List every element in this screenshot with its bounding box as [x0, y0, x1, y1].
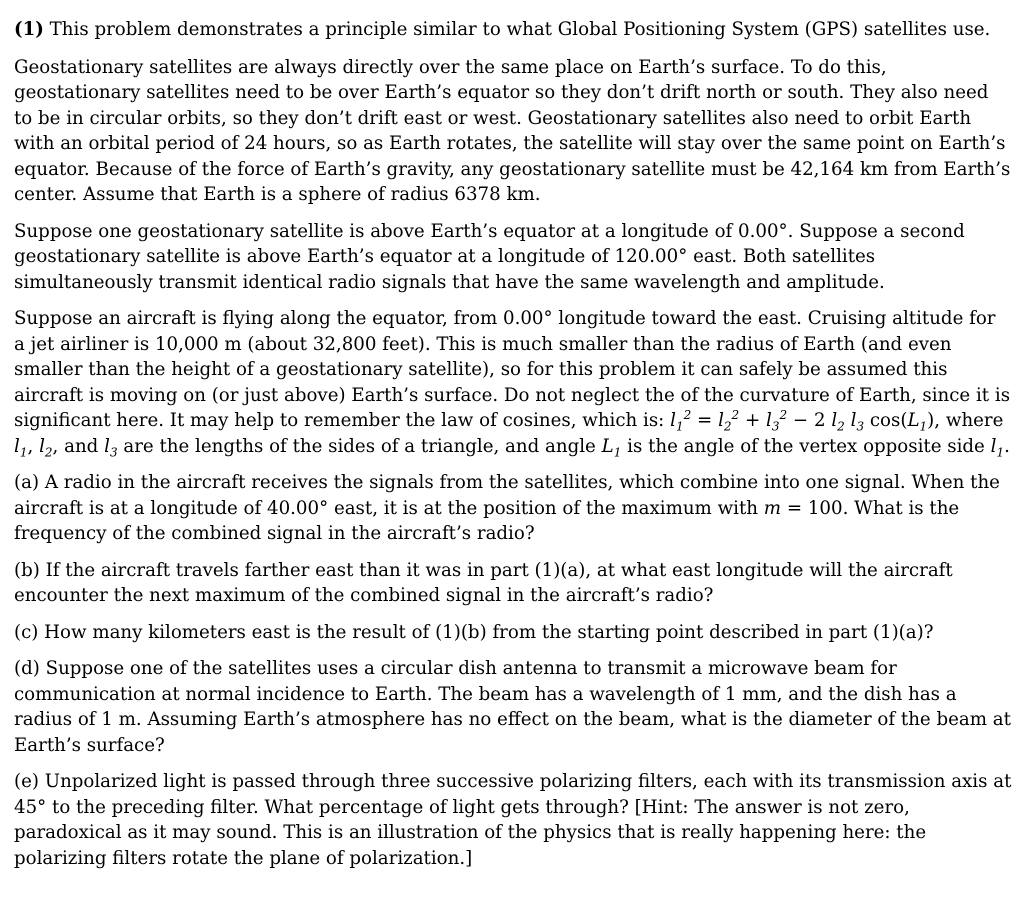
aircraft-paragraph-text: Suppose an aircraft is flying along the equator, from 0.00° longitude toward the east. Cruising altitude for a jet airliner is 10,000 m (about 32,800 feet). This is much smaller than the radius of Earth (and even smaller than the height of a geostationary satellite), so for this problem it can safely be assumed this aircraft is moving on (or just above) Earth’s surface. Do not neglect the of the curvature of Earth, since it is significant here. It may help to remember the law of cosines, which is: — [14, 308, 1011, 431]
part-a-text: (a) A radio in the aircraft receives the signals from the satellites, which combine into one signal. When the aircraft is at a longitude of 40.00° east, it is at the position of the maximum with — [14, 472, 1000, 519]
part-d: (d) Suppose one of the satellites uses a circular dish antenna to transmit a microwave beam for communication at normal incidence to Earth. The beam has a wavelength of 1 mm, and the dish has a radius of 1 m. Assuming Earth’s atmosphere has no effect on the beam, what is the diameter of the beam at Earth’s surface? — [14, 658, 1011, 756]
side-l1: $l_1$ — [14, 435, 28, 460]
angle-L1: $L_1$ — [601, 435, 622, 460]
part-a-end: = 100. What is the frequency of the combined signal in the aircraft’s radio? — [14, 497, 960, 544]
problem-intro — [14, 17, 1012, 43]
satellites-paragraph: Suppose one geostationary satellite is above Earth’s equator at a longitude of 0.00°. Suppose a second geostationary satellite is above Earth’s equator at a longitude of 120.00° east. Both satellites simultaneously transmit identical radio signals that have the same wavelength and amplitude. — [14, 220, 965, 293]
part-e: (e) Unpolarized light is passed through three successive polarizing filters, each with its transmission axis at 45° to the preceding filter. What percentage of light gets through? [Hint: The answer is not zero, paradoxical as it may sound. This is an illustration of the physics that is really happening here: the polarizing filters rotate the plane of polarization.] — [14, 771, 1012, 869]
sides-description: are the lengths of the sides of a triangle, and angle — [123, 435, 596, 457]
problem-intro-text: This problem demonstrates a principle similar to what Global Positioning System (GPS) satellites use. — [49, 19, 991, 40]
part-a — [14, 470, 1012, 547]
and-text: and — [64, 435, 99, 457]
part-c: (c) How many kilometers east is the result of (1)(b) from the starting point described in part (1)(a)? — [14, 621, 934, 643]
where-text: where — [945, 410, 1004, 431]
side-l3: $l_3$ — [104, 435, 118, 460]
opposite-side-l1: $l_1$ — [990, 435, 1005, 460]
order-m: m — [763, 497, 782, 519]
geostationary-paragraph: Geostationary satellites are always directly over the same place on Earth’s surface. To do this, geostationary satellites need to be over Earth’s equator so they don’t drift north or south. They also need to be in circular orbits, so they don’t drift east or west. Geostationary satellites also need to orbit Earth with an orbital period of 24 hours, so as Earth rotates, the satellite will stay over the same point on Earth’s equator. Because of the force of Earth’s gravity, any geostationary satellite must be 42,164 km from Earth’s center. Assume that Earth is a sphere of radius 6378 km. — [14, 56, 1011, 205]
vertex-description: is the angle of the vertex opposite side — [627, 435, 985, 457]
side-l2: $l_2$ — [39, 435, 53, 460]
law-of-cosines-formula: $l_1^2 = l_2^2 + l_3^2 - 2$ $l_2$ $l_3$ $\cos(L_1)$ — [670, 407, 935, 434]
part-b: (b) If the aircraft travels farther east than it was in part (1)(a), at what east longitude will the aircraft encounter the next maximum of the combined signal in the aircraft’s radio? — [14, 559, 953, 606]
aircraft-paragraph: Suppose an aircraft is flying along the equator, from 0.00° longitude toward the east. Cruising altitude for a jet airliner is 10,000 m (about 32,800 feet). This is much smaller than the radius of Earth (and even smaller than the height of a geostationary satellite), so for this problem it can safely be assumed this aircraft is moving on (or just above) Earth’s surface. Do not neglect the of the curvature of Earth, since it is significant here. It may help to remember the law of cosines, which is: $l_1^2 = l_2^2 + l_3^2 - 2$ $l_2$ $l_3$ $\cos(L_1)$, where $l_1$, $l_2$, and $l_3$ are the lengths of the sides of a triangle, and angle $L_1$ is the angle of the vertex opposite side $l_1$. — [14, 308, 1011, 460]
problem-number: (1) — [14, 19, 44, 40]
